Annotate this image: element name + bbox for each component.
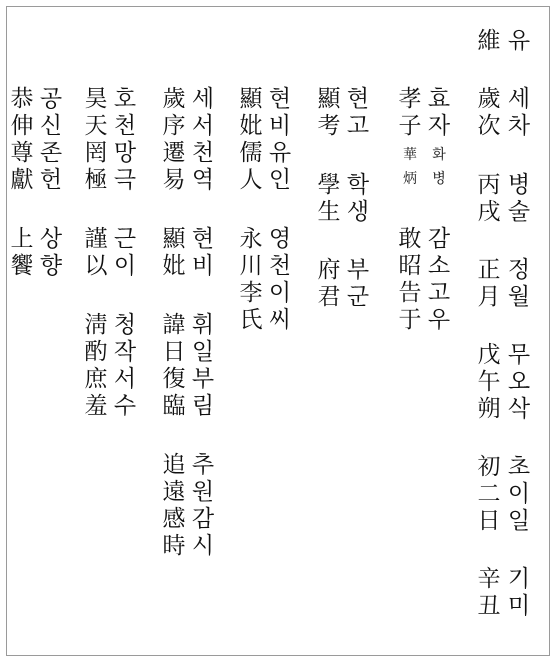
hanja-char: 罔 xyxy=(84,140,108,166)
hangul-char: 병 xyxy=(507,172,531,198)
hangul-char: 오 xyxy=(507,369,531,395)
hangul-char: 세 xyxy=(507,86,531,112)
hanja-char: 生 xyxy=(317,199,341,225)
hangul-char: 초 xyxy=(507,454,531,480)
hangul-char: 헌 xyxy=(39,167,63,193)
hanja-char: 考 xyxy=(317,113,341,139)
hangul-char: 현 xyxy=(191,226,215,252)
hanja-char: 辛 xyxy=(477,566,501,592)
hanja-char: 顯 xyxy=(239,86,263,112)
hanja-char: 獻 xyxy=(10,167,34,193)
hanja-char: 時 xyxy=(162,533,186,559)
hanja-char: 饗 xyxy=(10,253,34,279)
hanja-char: 初 xyxy=(477,454,501,480)
hangul-char: 시 xyxy=(191,533,215,559)
hanja-char: 昭 xyxy=(398,253,422,279)
hangul-char: 세 xyxy=(191,86,215,112)
hangul-char: 근 xyxy=(113,226,137,252)
hangul-char: 일 xyxy=(191,339,215,365)
hangul-char: 일 xyxy=(507,508,531,534)
hangul-char: 우 xyxy=(427,307,451,333)
hangul-char: 효 xyxy=(427,86,451,112)
hangul-char: 차 xyxy=(507,113,531,139)
hanja-char: 學 xyxy=(317,172,341,198)
hanja-char: 極 xyxy=(84,167,108,193)
hangul-char: 감 xyxy=(427,226,451,252)
hangul-char: 고 xyxy=(346,113,370,139)
hangul-char: 부 xyxy=(191,366,215,392)
hanja-char: 妣 xyxy=(162,253,186,279)
hangul-char: 현 xyxy=(346,86,370,112)
hanja-char: 戊 xyxy=(477,342,501,368)
hanja-char: 敢 xyxy=(398,226,422,252)
hanja-char: 遠 xyxy=(162,479,186,505)
hanja-char: 臨 xyxy=(162,393,186,419)
hangul-char: 부 xyxy=(346,257,370,283)
hanja-char: 日 xyxy=(477,508,501,534)
hanja-char: 戌 xyxy=(477,199,501,225)
hangul-char: 비 xyxy=(268,113,292,139)
hanja-char: 次 xyxy=(477,113,501,139)
hanja-char: 感 xyxy=(162,506,186,532)
hangul-char: 현 xyxy=(268,86,292,112)
hanja-char: 恭 xyxy=(10,86,34,112)
hanja-char: 府 xyxy=(317,257,341,283)
hangul-char: 월 xyxy=(507,284,531,310)
hangul-char: 호 xyxy=(113,86,137,112)
hangul-char: 인 xyxy=(268,167,292,193)
hangul-char: 수 xyxy=(113,393,137,419)
hangul-char: 천 xyxy=(113,113,137,139)
hanja-char: 歲 xyxy=(162,86,186,112)
hanja-char: 易 xyxy=(162,167,186,193)
hanja-char: 氏 xyxy=(239,307,263,333)
hangul-char: 술 xyxy=(507,199,531,225)
hangul-char: 역 xyxy=(191,167,215,193)
hanja-char: 告 xyxy=(398,280,422,306)
hangul-char: 추 xyxy=(191,452,215,478)
hangul-char: 극 xyxy=(113,167,137,193)
hangul-char: 씨 xyxy=(268,307,292,333)
hanja-char: 華 xyxy=(403,147,417,163)
hanja-char: 子 xyxy=(398,113,422,139)
hangul-char: 유 xyxy=(268,140,292,166)
hanja-char: 遷 xyxy=(162,140,186,166)
hangul-char: 상 xyxy=(39,226,63,252)
hanja-char: 李 xyxy=(239,280,263,306)
hanja-char: 炳 xyxy=(403,171,417,187)
hanja-char: 維 xyxy=(477,28,501,54)
hangul-char: 화 xyxy=(432,147,446,163)
hangul-char: 비 xyxy=(191,253,215,279)
hanja-char: 日 xyxy=(162,339,186,365)
hanja-char: 顯 xyxy=(162,226,186,252)
hangul-char: 유 xyxy=(507,28,531,54)
hanja-char: 丙 xyxy=(477,172,501,198)
hanja-char: 庶 xyxy=(84,366,108,392)
hangul-char: 서 xyxy=(113,366,137,392)
hanja-char: 二 xyxy=(477,481,501,507)
hangul-char: 청 xyxy=(113,312,137,338)
hanja-char: 月 xyxy=(477,284,501,310)
hanja-char: 昊 xyxy=(84,86,108,112)
hangul-char: 이 xyxy=(113,253,137,279)
hangul-char: 신 xyxy=(39,113,63,139)
hangul-char: 망 xyxy=(113,140,137,166)
hanja-char: 追 xyxy=(162,452,186,478)
hanja-char: 丑 xyxy=(477,593,501,619)
hangul-char: 원 xyxy=(191,479,215,505)
hangul-char: 무 xyxy=(507,342,531,368)
hangul-char: 고 xyxy=(427,280,451,306)
hanja-char: 永 xyxy=(239,226,263,252)
hanja-char: 人 xyxy=(239,167,263,193)
hangul-char: 향 xyxy=(39,253,63,279)
hangul-char: 학 xyxy=(346,172,370,198)
hanja-char: 天 xyxy=(84,113,108,139)
hangul-char: 생 xyxy=(346,199,370,225)
hangul-char: 기 xyxy=(507,566,531,592)
hanja-char: 復 xyxy=(162,366,186,392)
hanja-char: 朔 xyxy=(477,396,501,422)
hanja-char: 顯 xyxy=(317,86,341,112)
hangul-char: 삭 xyxy=(507,396,531,422)
hangul-char: 휘 xyxy=(191,312,215,338)
hangul-char: 공 xyxy=(39,86,63,112)
hangul-char: 작 xyxy=(113,339,137,365)
hanja-char: 孝 xyxy=(398,86,422,112)
hanja-char: 正 xyxy=(477,257,501,283)
hangul-char: 감 xyxy=(191,506,215,532)
hangul-char: 이 xyxy=(507,481,531,507)
hangul-char: 이 xyxy=(268,280,292,306)
hangul-char: 소 xyxy=(427,253,451,279)
hangul-char: 군 xyxy=(346,284,370,310)
hangul-char: 병 xyxy=(432,171,446,187)
hanja-char: 儒 xyxy=(239,140,263,166)
hanja-char: 酌 xyxy=(84,339,108,365)
hanja-char: 以 xyxy=(84,253,108,279)
hangul-char: 서 xyxy=(191,113,215,139)
hanja-char: 于 xyxy=(398,307,422,333)
hangul-char: 영 xyxy=(268,226,292,252)
hanja-char: 妣 xyxy=(239,113,263,139)
hangul-char: 림 xyxy=(191,393,215,419)
hanja-char: 謹 xyxy=(84,226,108,252)
hangul-char: 미 xyxy=(507,593,531,619)
hanja-char: 淸 xyxy=(84,312,108,338)
hanja-char: 午 xyxy=(477,369,501,395)
hanja-char: 上 xyxy=(10,226,34,252)
hangul-char: 정 xyxy=(507,257,531,283)
hanja-char: 尊 xyxy=(10,140,34,166)
hangul-char: 천 xyxy=(268,253,292,279)
hanja-char: 序 xyxy=(162,113,186,139)
hanja-char: 諱 xyxy=(162,312,186,338)
hangul-char: 천 xyxy=(191,140,215,166)
hanja-char: 君 xyxy=(317,284,341,310)
hangul-char: 자 xyxy=(427,113,451,139)
hanja-char: 羞 xyxy=(84,393,108,419)
hanja-char: 歲 xyxy=(477,86,501,112)
hangul-char: 존 xyxy=(39,140,63,166)
hanja-char: 川 xyxy=(239,253,263,279)
hanja-char: 伸 xyxy=(10,113,34,139)
